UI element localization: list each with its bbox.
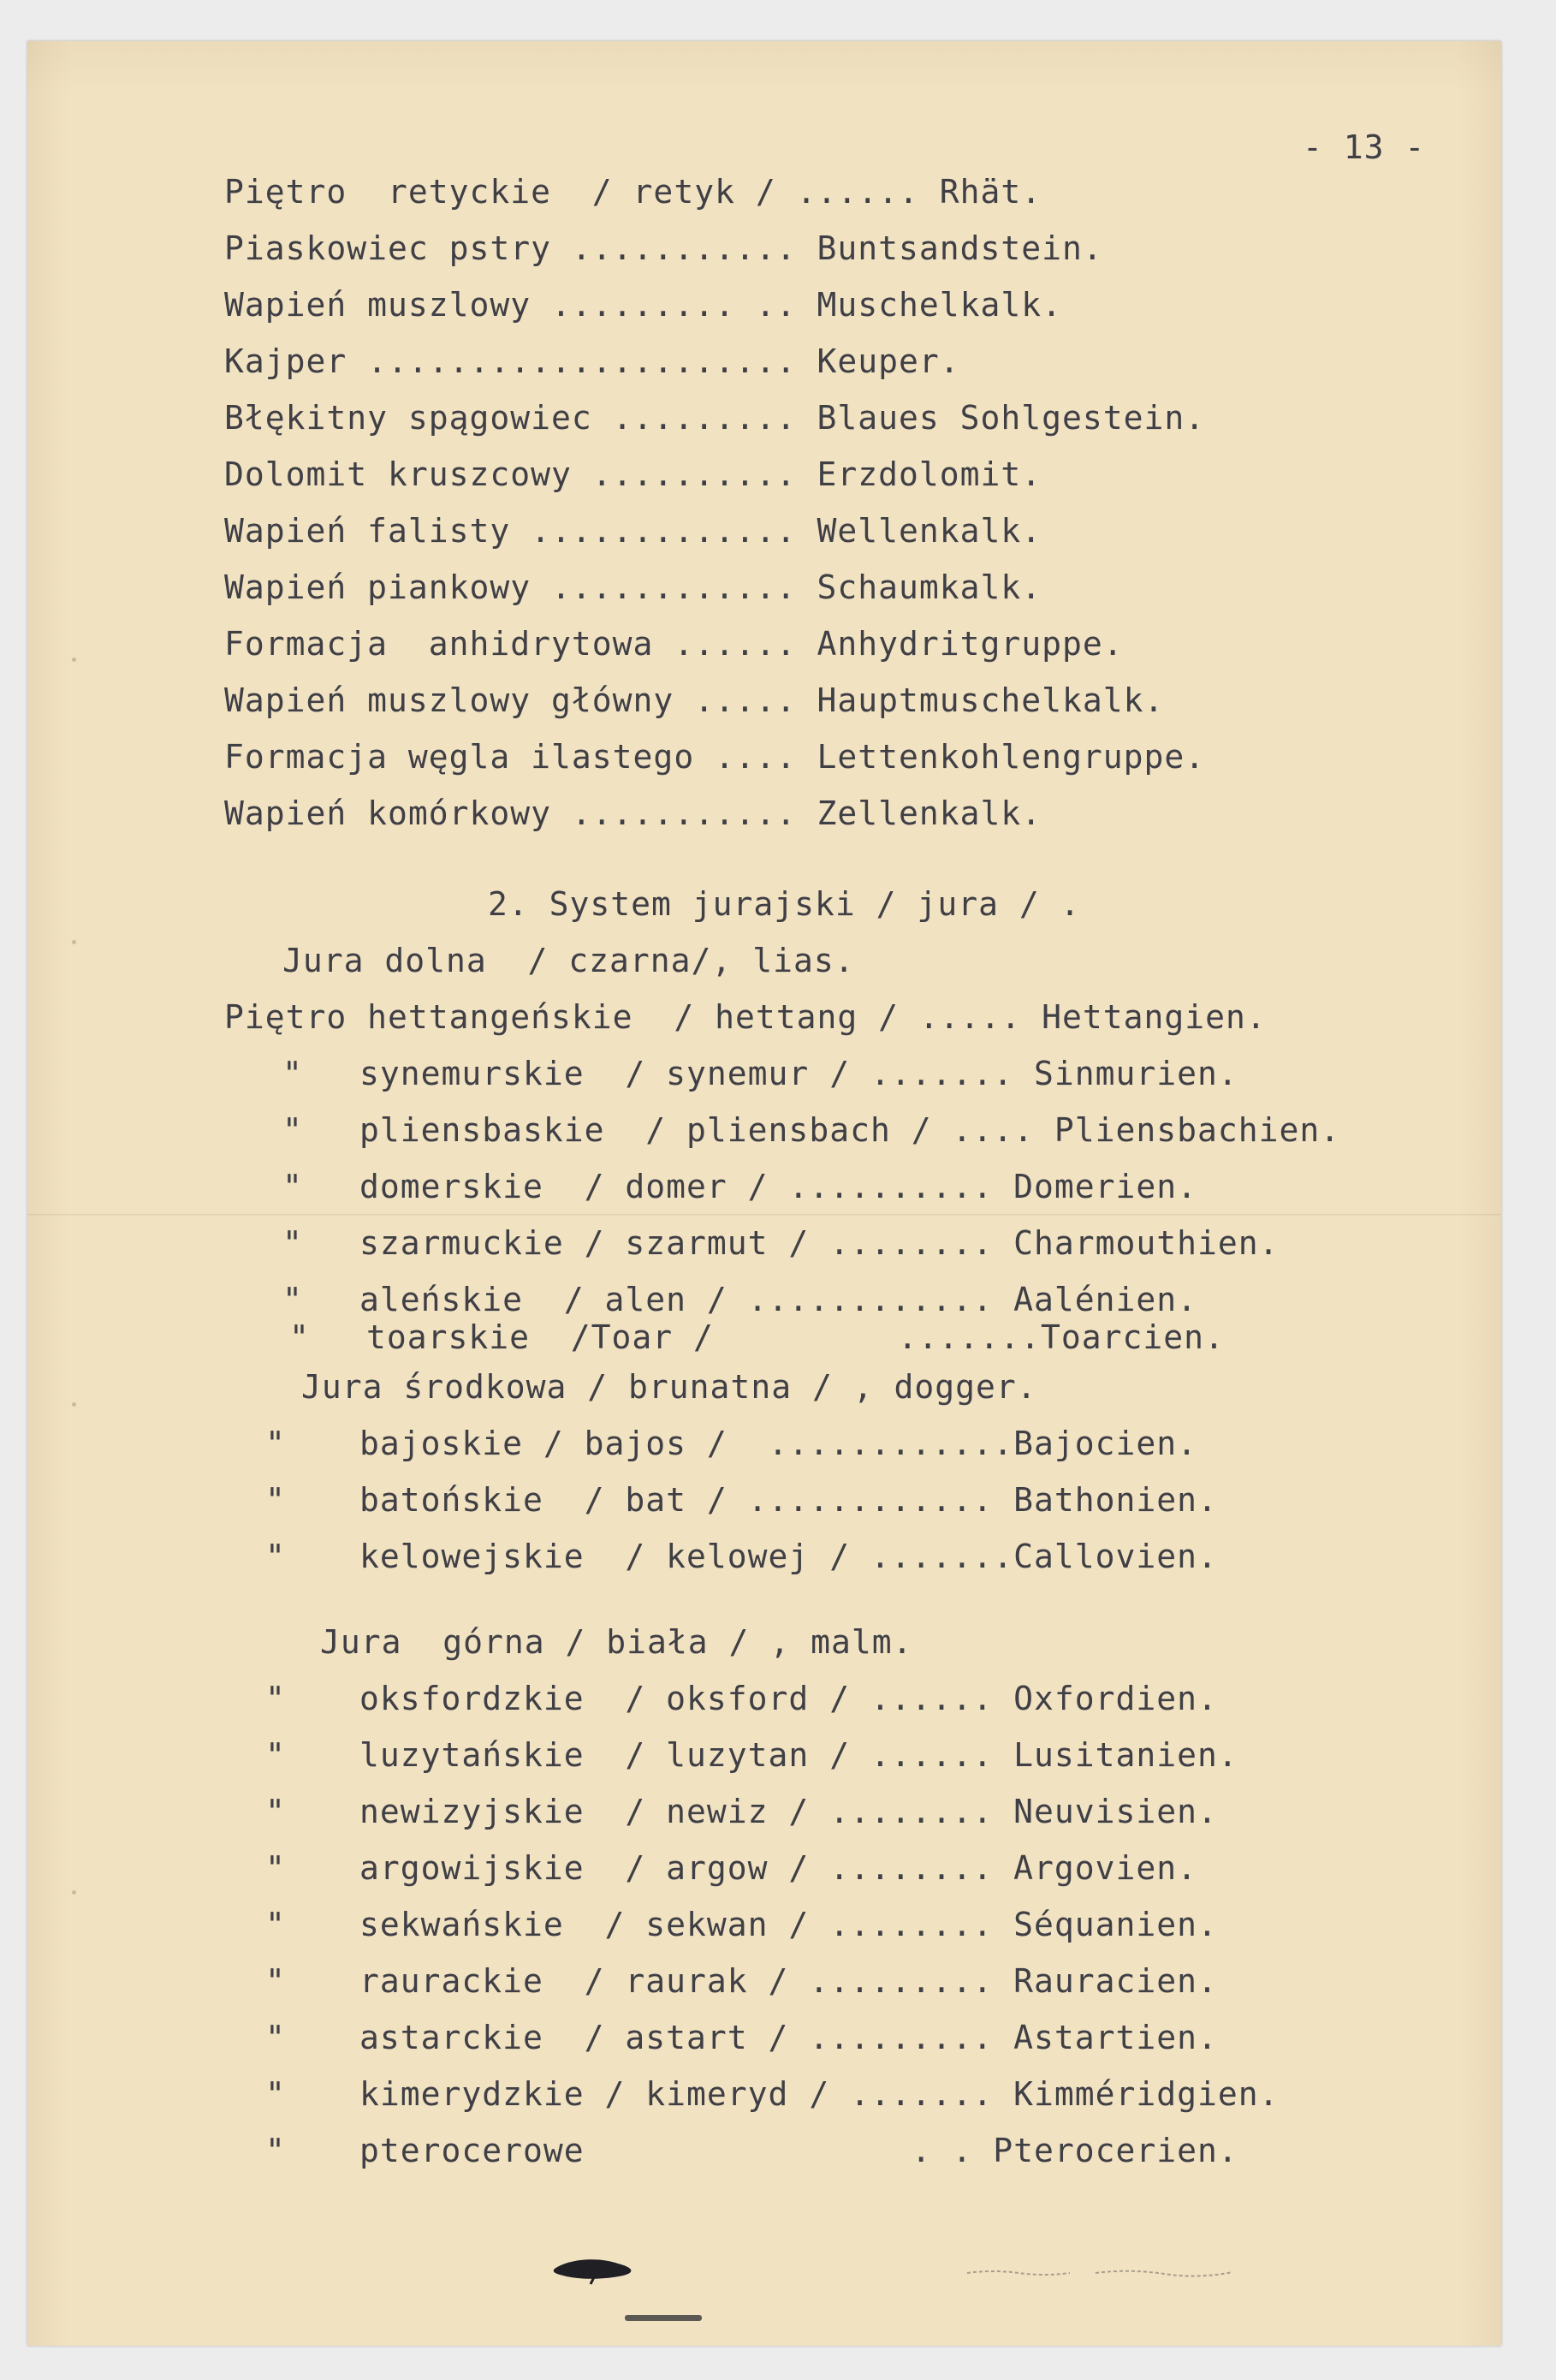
stratigraphy-row: Wapień komórkowy ........... Zellenkalk.: [224, 794, 1042, 832]
paper-fold-line: [27, 1214, 1501, 1217]
stratigraphy-row: astarckie / astart / ......... Astartien.: [359, 2019, 1218, 2056]
ditto-mark: ": [265, 2132, 286, 2169]
ditto-mark: ": [265, 2075, 286, 2113]
stratigraphy-row: bajoskie / bajos / ............Bajocien.: [359, 1425, 1197, 1462]
ditto-mark: ": [282, 1055, 303, 1092]
ink-blot: [548, 2252, 642, 2286]
stratigraphy-row: kelowejskie / kelowej / .......Callovien.: [359, 1538, 1218, 1575]
ditto-mark: ": [265, 1538, 286, 1575]
stratigraphy-row: szarmuckie / szarmut / ........ Charmouthien.: [359, 1224, 1280, 1262]
stratigraphy-row: sekwańskie / sekwan / ........ Séquanien.: [359, 1906, 1218, 1943]
stratigraphy-row: argowijskie / argow / ........ Argovien.: [359, 1849, 1197, 1887]
ditto-mark: ": [265, 1962, 286, 2000]
subsection-heading: Jura środkowa / brunatna / , dogger.: [301, 1368, 1037, 1406]
stratigraphy-row: domerskie / domer / .......... Domerien.: [359, 1168, 1197, 1205]
stratigraphy-row: batońskie / bat / ............ Bathonien.: [359, 1481, 1218, 1519]
ditto-mark: ": [282, 1224, 303, 1262]
stratigraphy-row: Piętro retyckie / retyk / ...... Rhät.: [224, 173, 1042, 211]
ditto-mark: ": [265, 1736, 286, 1774]
stratigraphy-row: Piętro hettangeńskie / hettang / ..... Hettangien.: [224, 998, 1267, 1036]
stratigraphy-row: pliensbaskie / pliensbach / .... Pliensbachien.: [359, 1111, 1341, 1149]
stratigraphy-row: Błękitny spągowiec ......... Blaues Sohlgestein.: [224, 399, 1206, 437]
subsection-heading: Jura dolna / czarna/, lias.: [282, 942, 855, 979]
ditto-mark: ": [265, 1680, 286, 1717]
stratigraphy-row: Formacja węgla ilastego .... Lettenkohlengruppe.: [224, 738, 1206, 776]
page-number: - 13 -: [1303, 128, 1426, 166]
ditto-mark: ": [265, 1793, 286, 1830]
stratigraphy-row: raurackie / raurak / ......... Rauracien.: [359, 1962, 1218, 2000]
ink-smudge: [625, 2312, 710, 2325]
stratigraphy-row: luzytańskie / luzytan / ...... Lusitanien.: [359, 1736, 1238, 1774]
section-heading: 2. System jurajski / jura / .: [488, 885, 1081, 923]
stratigraphy-row: Piaskowiec pstry ........... Buntsandstein.: [224, 229, 1103, 267]
stratigraphy-row: Wapień falisty ............. Wellenkalk.: [224, 512, 1042, 550]
ditto-mark: ": [282, 1111, 303, 1149]
stratigraphy-row: kimerydzkie / kimeryd / ....... Kimméridgien.: [359, 2075, 1280, 2113]
ditto-mark: ": [265, 1425, 286, 1462]
ditto-mark: ": [265, 1849, 286, 1887]
stratigraphy-row: synemurskie / synemur / ....... Sinmurien.: [359, 1055, 1238, 1092]
ditto-mark: ": [265, 2019, 286, 2056]
stratigraphy-row: pterocerowe . . Pterocerien.: [359, 2132, 1238, 2169]
ditto-mark: ": [282, 1168, 303, 1205]
ditto-mark: ": [282, 1281, 303, 1318]
stratigraphy-row: Formacja anhidrytowa ...... Anhydritgruppe.: [224, 625, 1124, 663]
stratigraphy-row: Wapień muszlowy ......... .. Muschelkalk.: [224, 286, 1062, 324]
stratigraphy-row: Kajper ..................... Keuper.: [224, 342, 960, 380]
ditto-mark: ": [265, 1906, 286, 1943]
stratigraphy-row: Wapień muszlowy główny ..... Hauptmuschelkalk.: [224, 681, 1165, 719]
subsection-heading: Jura górna / biała / , malm.: [320, 1623, 913, 1661]
stratigraphy-row: newizyjskie / newiz / ........ Neuvisien.: [359, 1793, 1218, 1830]
ditto-mark: ": [265, 1481, 286, 1519]
stratigraphy-row: oksfordzkie / oksford / ...... Oxfordien.: [359, 1680, 1218, 1717]
stratigraphy-row: Wapień piankowy ............ Schaumkalk.: [224, 568, 1042, 606]
stratigraphy-row: toarskie /Toar / .......Toarcien.: [366, 1318, 1225, 1356]
stratigraphy-row: aleńskie / alen / ............ Aalénien.: [359, 1281, 1197, 1318]
bleed-through-marks: [967, 2267, 1241, 2279]
ditto-mark: ": [289, 1318, 310, 1356]
stratigraphy-row: Dolomit kruszcowy .......... Erzdolomit.: [224, 455, 1042, 493]
